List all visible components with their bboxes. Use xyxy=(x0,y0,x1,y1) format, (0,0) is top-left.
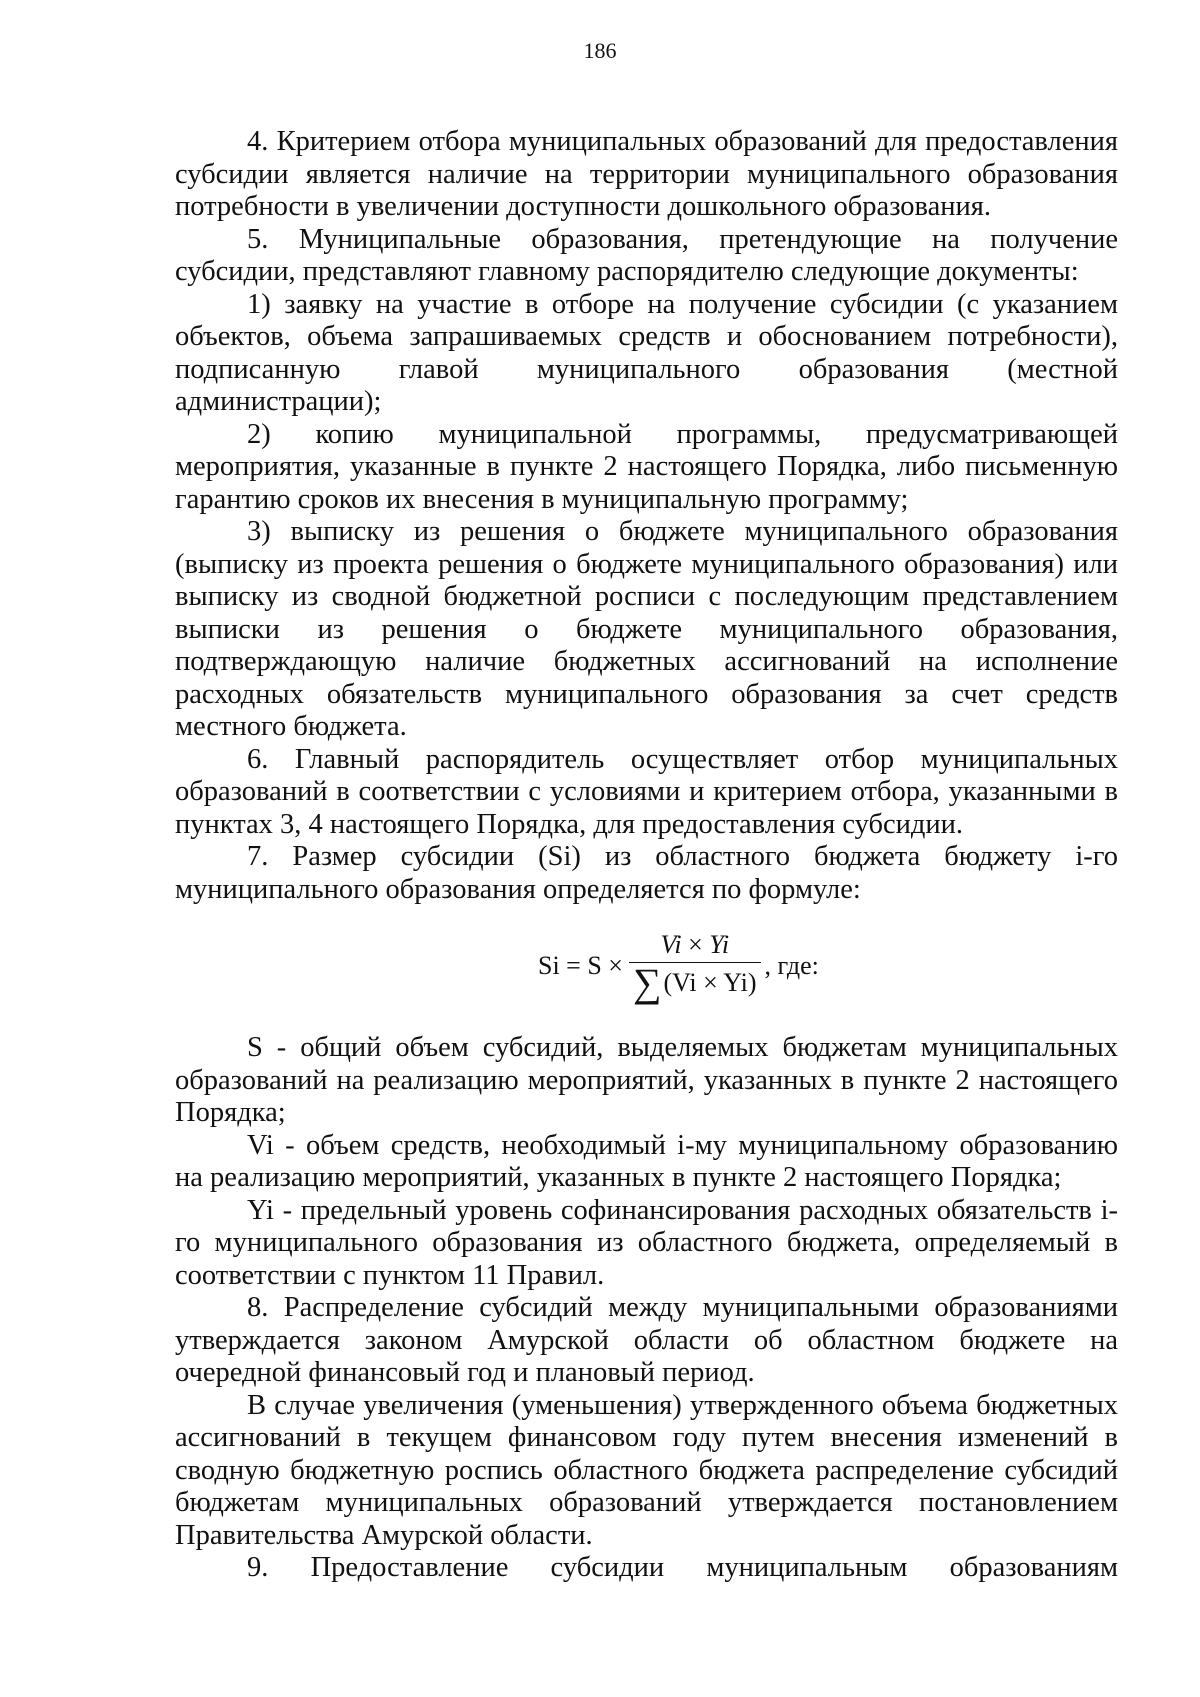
subsidy-formula xyxy=(175,912,1118,1032)
paragraph-selection: 6. Главный распорядитель осуществляет отбор муниципальных образований в соответствии с условиями и критерием отбора, указанными в пунктах 3, 4 настоящего Порядка, для предоставления субсидии. xyxy=(175,743,1118,840)
formula-fraction xyxy=(629,930,761,1005)
paragraph-subsidy-size: 7. Размер субсидии (Si) из областного бюджета бюджету i-го муниципального образования определяется по формуле: xyxy=(175,841,1118,905)
paragraph-def-vi: Vi - объем средств, необходимый i-му муниципальному образованию на реализацию мероприятий, указанных в пункте 2 настоящего Порядка; xyxy=(175,1129,1118,1193)
paragraph-item-2: 2) копию муниципальной программы, предусматривающей мероприятия, указанные в пункте 2 настоящего Порядка, либо письменную гарантию сроков их внесения в муниципальную программу; xyxy=(175,418,1118,515)
formula-numerator-vi: Vi xyxy=(660,930,682,959)
paragraph-def-s: S - общий объем субсидий, выделяемых бюджетам муниципальных образований на реализацию мероприятий, указанных в пункте 2 настоящего Порядка; xyxy=(175,1032,1118,1128)
page-number: 186 xyxy=(583,38,617,63)
paragraph-distribution: 8. Распределение субсидий между муниципальными образованиями утверждается законом Амурской области об областном бюджете на очередной финансовый год и плановый период. xyxy=(175,1292,1118,1388)
paragraph-changes: В случае увеличения (уменьшения) утвержденного объема бюджетных ассигнований в текущем финансовом году путем внесения изменений в сводную бюджетную роспись областного бюджета распределение субсидий бюджетам муниципальных образований утверждается постановлением Правительства Амурской области. xyxy=(175,1389,1118,1551)
sigma-symbol: ∑ xyxy=(632,960,662,1005)
paragraph-criterion: 4. Критерием отбора муниципальных образований для предоставления субсидии является наличие на территории муниципального образования потребности в увеличении доступности дошкольного образования. xyxy=(175,126,1118,222)
formula-suffix: , где: xyxy=(764,950,819,980)
document-body xyxy=(175,126,1118,1585)
formula-numerator-op: × xyxy=(681,930,710,959)
formula-denominator xyxy=(629,960,761,1005)
paragraph-def-yi: Yi - предельный уровень софинансирования расходных обязательств i-го муниципального образования из областного бюджета, определяемый в соответствии с пунктом 11 Правил. xyxy=(175,1194,1118,1291)
formula-numerator-yi: Yi xyxy=(709,930,730,959)
paragraph-documents: 5. Муниципальные образования, претендующие на получение субсидии, представляют главному распорядителю следующие документы: xyxy=(175,223,1118,287)
formula-numerator xyxy=(652,930,737,962)
formula-lhs: Si = S × xyxy=(538,950,623,980)
paragraph-item-1: 1) заявку на участие в отборе на получение субсидии (с указанием объектов, объема запрашиваемых средств и обоснованием потребности), подписанную главой муниципального образования (местной администрации); xyxy=(175,288,1118,417)
paragraph-item-3: 3) выписку из решения о бюджете муниципального образования (выписку из проекта решения о бюджете муниципального образования) или выписку из сводной бюджетной росписи с последующим представлением выписки из решения о бюджете муниципального образования, подтверждающую наличие бюджетных ассигнований на исполнение расходных обязательств муниципального образования за счет средств местного бюджета. xyxy=(175,516,1118,742)
formula-denominator-text: (Vi × Yi) xyxy=(663,968,757,997)
paragraph-provision: 9. Предоставление субсидии муниципальным образованиям xyxy=(247,1552,1118,1583)
